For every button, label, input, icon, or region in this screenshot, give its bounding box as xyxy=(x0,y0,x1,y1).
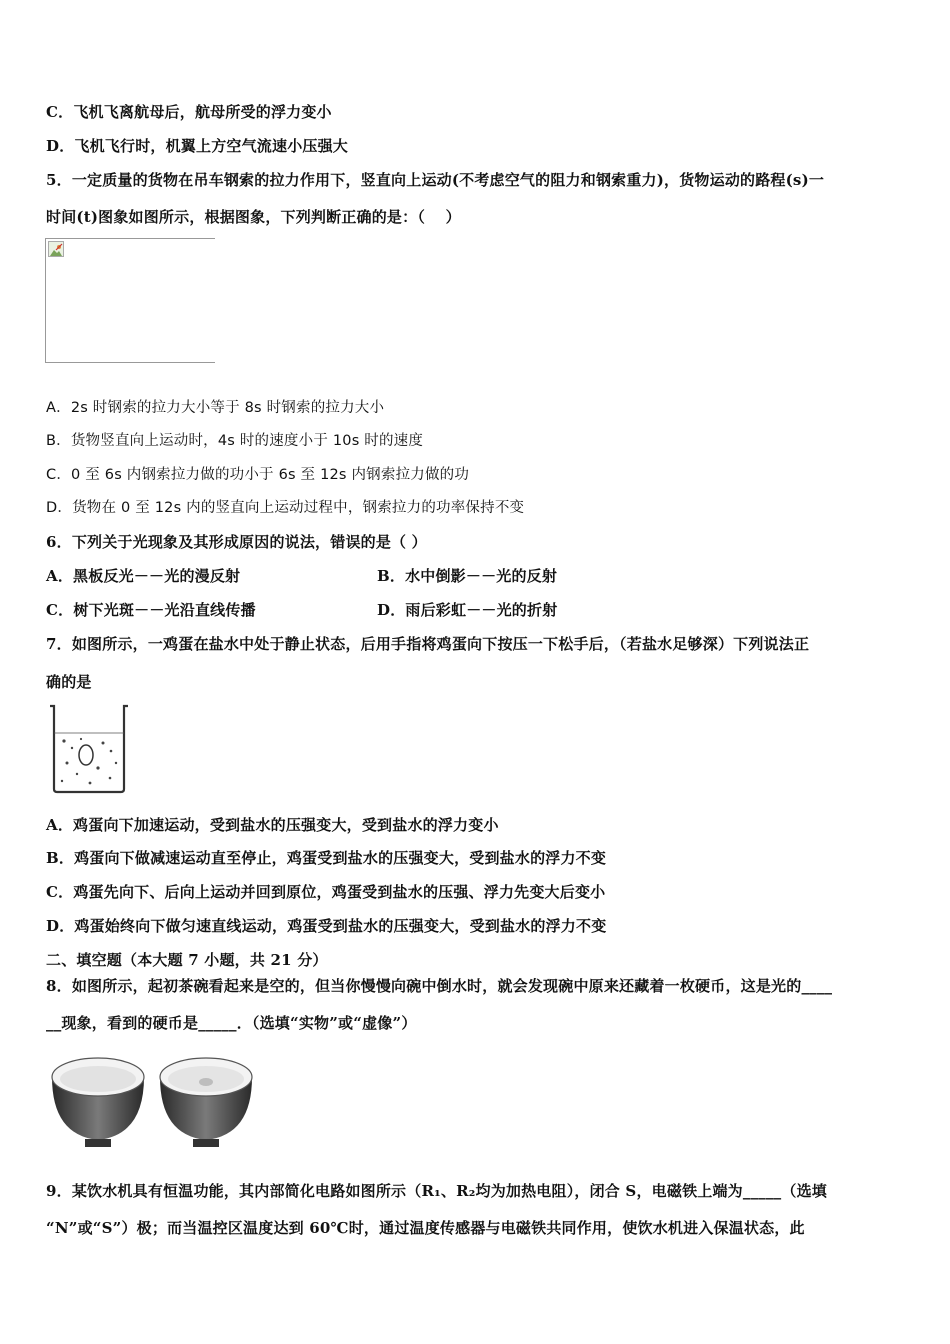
question-7-option-a: A．鸡蛋向下加速运动，受到盐水的压强变大，受到盐水的浮力变小 xyxy=(46,816,499,834)
question-6-option-a: A．黑板反光－－光的漫反射 xyxy=(46,567,241,585)
question-7-text: 7．如图所示，一鸡蛋在盐水中处于静止状态，后用手指将鸡蛋向下按压一下松手后，（若盐水足够深）下列说法正 xyxy=(46,635,810,653)
question-5-option-c: C．0 至 6s 内钢索拉力做的功小于 6s 至 12s 内钢索拉力做的功 xyxy=(46,467,470,483)
question-6-option-d: D．雨后彩虹－－光的折射 xyxy=(377,601,558,619)
question-5-option-a: A．2s 时钢索的拉力大小等于 8s 时钢索的拉力大小 xyxy=(46,400,385,416)
option-d-line: D．飞机飞行时，机翼上方空气流速小压强大 xyxy=(46,137,349,155)
question-7-option-d: D．鸡蛋始终向下做匀速直线运动，鸡蛋受到盐水的压强变大，受到盐水的浮力不变 xyxy=(46,917,607,935)
question-5-option-b: B．货物竖直向上运动时，4s 时的速度小于 10s 时的速度 xyxy=(46,433,424,449)
beaker-egg-figure xyxy=(48,703,130,795)
tea-bowls-figure xyxy=(48,1055,260,1150)
question-8-text-cont: __现象，看到的硬币是_____．（选填“实物”或“虚像”） xyxy=(46,1014,417,1032)
question-7-text-cont: 确的是 xyxy=(46,673,92,691)
question-5-option-d: D．货物在 0 至 12s 内的竖直向上运动过程中，钢索拉力的功率保持不变 xyxy=(46,500,525,516)
question-7-option-b: B．鸡蛋向下做减速运动直至停止，鸡蛋受到盐水的压强变大，受到盐水的浮力不变 xyxy=(46,849,607,867)
question-8-text: 8．如图所示，起初茶碗看起来是空的，但当你慢慢向碗中倒水时，就会发现碗中原来还藏着一枚硬币，这是光的____ xyxy=(46,977,833,995)
question-5-text-cont: 时间(t)图象如图所示，根据图象，下列判断正确的是：（ ） xyxy=(46,208,461,226)
question-7-option-c: C．鸡蛋先向下、后向上运动并回到原位，鸡蛋受到盐水的压强、浮力先变大后变小 xyxy=(46,883,606,901)
question-6-text: 6．下列关于光现象及其形成原因的说法，错误的是（ ） xyxy=(46,533,427,551)
option-c-line: C．飞机飞离航母后，航母所受的浮力变小 xyxy=(46,103,332,121)
broken-image-placeholder xyxy=(45,238,215,363)
broken-image-icon xyxy=(48,241,64,257)
question-6-option-b: B．水中倒影－－光的反射 xyxy=(377,567,558,585)
question-9-text-cont: “N”或“S”）极；而当温控区温度达到 60℃时，通过温度传感器与电磁铁共同作用，使饮水机进入保温状态，此 xyxy=(46,1219,805,1237)
question-9-text: 9．某饮水机具有恒温功能，其内部简化电路如图所示（R₁、R₂均为加热电阻），闭合 S，电磁铁上端为_____（选填 xyxy=(46,1182,827,1200)
question-6-option-c: C．树下光斑－－光沿直线传播 xyxy=(46,601,256,619)
question-5-text: 5．一定质量的货物在吊车钢索的拉力作用下，竖直向上运动(不考虑空气的阻力和钢索重力)，货物运动的路程(s)一 xyxy=(46,171,825,189)
section-2-heading: 二、填空题（本大题 7 小题，共 21 分） xyxy=(46,951,328,969)
